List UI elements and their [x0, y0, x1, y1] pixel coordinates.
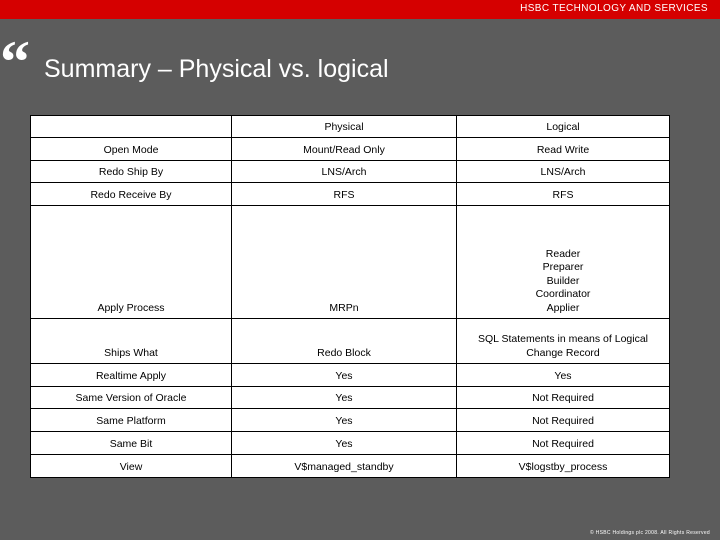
logical-cell: V$logstby_process — [457, 455, 670, 478]
row-label: Same Version of Oracle — [31, 387, 232, 409]
physical-cell: Yes — [232, 364, 457, 387]
table-row — [31, 455, 670, 478]
copyright-footer: © HSBC Holdings plc 2008. All Rights Reserved — [589, 530, 710, 536]
table-row — [31, 206, 670, 319]
logical-line: Builder — [546, 274, 580, 287]
row-label: View — [31, 455, 232, 478]
logical-line: Coordinator — [535, 288, 591, 300]
row-label: Same Platform — [31, 409, 232, 432]
logical-cell: Not Required — [457, 387, 670, 409]
physical-cell: V$managed_standby — [232, 455, 457, 478]
logical-cell — [457, 206, 670, 319]
row-label: Realtime Apply — [31, 364, 232, 387]
table-row — [31, 364, 670, 387]
column-header-logical: Logical — [457, 116, 670, 138]
logical-cell: Read Write — [457, 138, 670, 161]
row-label: Apply Process — [31, 206, 232, 319]
table-row — [31, 183, 670, 206]
logical-line: Preparer — [542, 261, 584, 273]
logical-cell: Yes — [457, 364, 670, 387]
table-row — [31, 409, 670, 432]
comparison-table — [30, 115, 670, 478]
row-label: Same Bit — [31, 432, 232, 455]
logical-cell: LNS/Arch — [457, 161, 670, 183]
logical-line: Applier — [546, 301, 580, 314]
physical-cell: LNS/Arch — [232, 161, 457, 183]
row-label: Redo Receive By — [31, 183, 232, 206]
logical-cell — [457, 319, 670, 364]
row-label: Redo Ship By — [31, 161, 232, 183]
company-name: HSBC TECHNOLOGY AND SERVICES — [520, 3, 708, 14]
row-label: Open Mode — [31, 138, 232, 161]
table-header-row — [31, 116, 670, 138]
physical-cell: Mount/Read Only — [232, 138, 457, 161]
physical-cell: RFS — [232, 183, 457, 206]
physical-cell: Redo Block — [232, 319, 457, 364]
physical-cell: MRPn — [232, 206, 457, 319]
logical-line: Reader — [545, 247, 581, 260]
slide-title: Summary – Physical vs. logical — [44, 55, 389, 83]
quote-mark-icon: “ — [0, 29, 30, 95]
column-header-physical: Physical — [232, 116, 457, 138]
table-row — [31, 432, 670, 455]
top-bar — [0, 0, 720, 19]
physical-cell: Yes — [232, 409, 457, 432]
physical-cell: Yes — [232, 387, 457, 409]
logical-cell: RFS — [457, 183, 670, 206]
logical-line: Change Record — [526, 346, 600, 359]
row-label: Ships What — [31, 319, 232, 364]
logical-line: SQL Statements in means of Logical — [477, 333, 649, 345]
logical-cell: Not Required — [457, 432, 670, 455]
table-row — [31, 138, 670, 161]
table-row — [31, 387, 670, 409]
logical-cell: Not Required — [457, 409, 670, 432]
column-header-empty — [31, 116, 232, 138]
table-row — [31, 161, 670, 183]
table-row — [31, 319, 670, 364]
physical-cell: Yes — [232, 432, 457, 455]
